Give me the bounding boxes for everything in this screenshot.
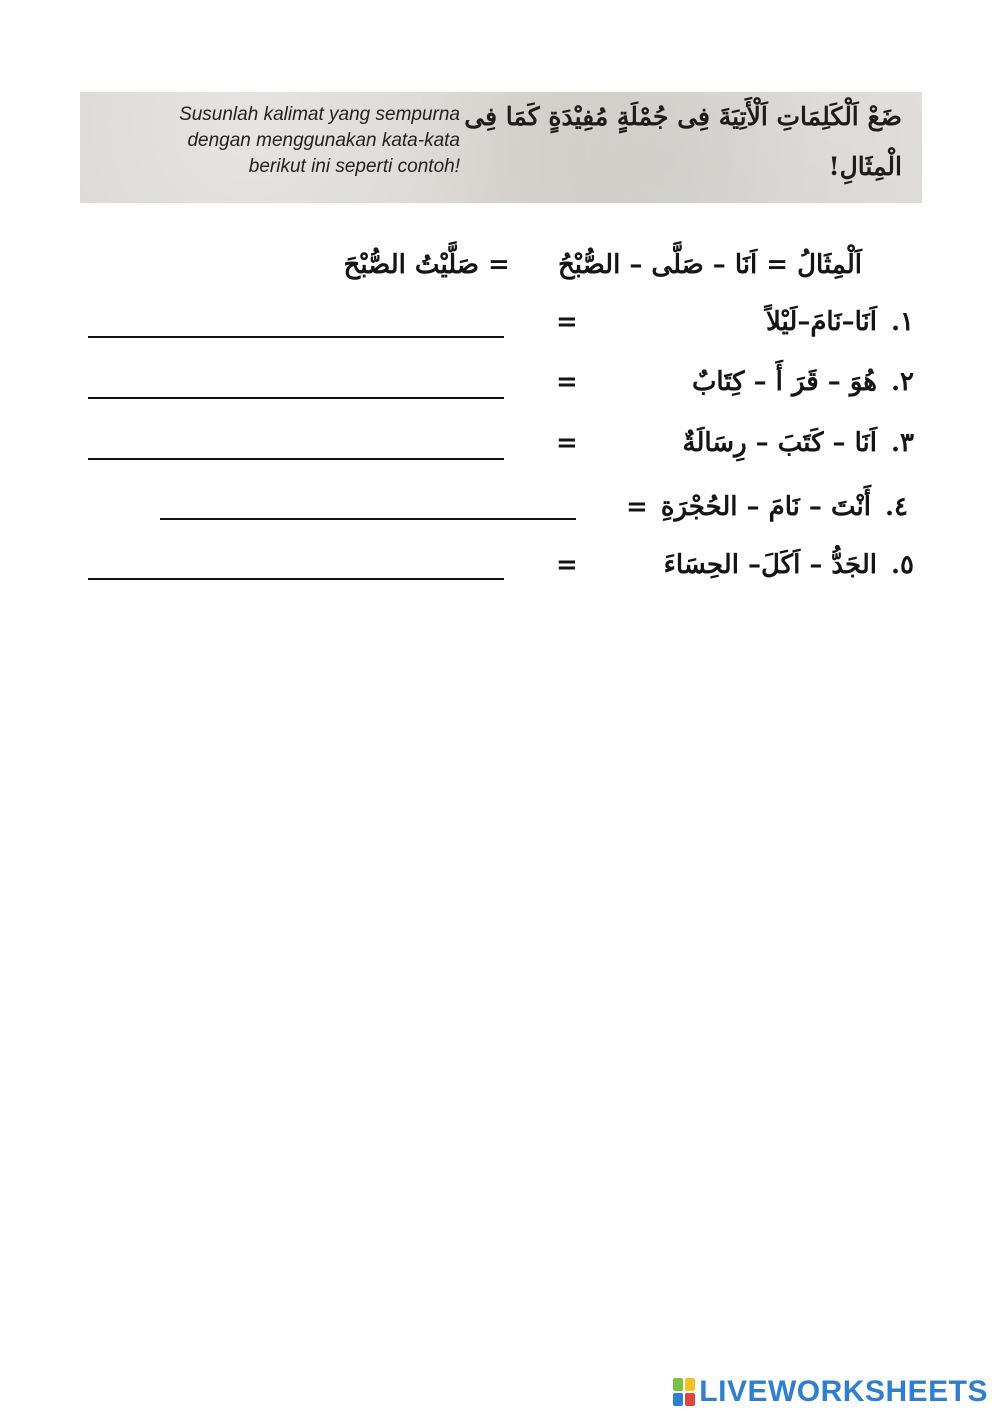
instruction-indonesian-line-2: dengan menggunakan kata-kata	[187, 130, 460, 151]
exercise-3-number: ٣.	[890, 428, 914, 458]
exercise-5-prompt	[664, 540, 914, 590]
example-row	[344, 240, 862, 290]
exercise-2-equals: =	[556, 367, 578, 397]
exercise-4-prompt	[661, 482, 908, 532]
exercise-4-equals: =	[626, 492, 648, 522]
exercise-3-answer-line[interactable]	[88, 458, 504, 460]
exercise-2-answer-line[interactable]	[88, 397, 504, 399]
instruction-indonesian	[100, 102, 460, 180]
example-answer: صَلَّيْتُ الصُّبْحَ	[343, 250, 479, 280]
instruction-arabic-line-2: الْمِثَالِ!	[828, 152, 902, 181]
exercise-1-words: اَنَا–نَامَ–لَيْلاً	[766, 307, 877, 337]
exercise-1-equals: =	[556, 307, 578, 337]
example-words: اَنَا – صَلَّى – الصُّبْحُ	[557, 250, 758, 280]
exercise-3-equals: =	[556, 428, 578, 458]
instruction-arabic-line-1: ضَعْ اَلْكَلِمَاتِ اَلْأَتِيَةَ فِى جُمْلَةٍ مُفِيْدَةٍ كَمَا فِى	[464, 102, 902, 131]
exercise-2-words: هُوَ – قَرَ أَ – كِتَابٌ	[691, 367, 877, 397]
exercise-5-words: الجَدُّ – اَكَلَ– الحِسَاءَ	[663, 550, 877, 580]
instruction-arabic	[464, 92, 902, 192]
exercise-5-equals: =	[556, 550, 578, 580]
example-equals-1: =	[766, 250, 789, 280]
exercise-1-number: ١.	[890, 307, 914, 337]
exercise-4-answer-line[interactable]	[160, 518, 576, 520]
exercise-1-prompt	[766, 297, 914, 347]
exercise-3-prompt	[683, 418, 915, 468]
exercise-3-words: اَنَا – كَتَبَ – رِسَالَةٌ	[682, 428, 877, 458]
exercise-5-number: ٥.	[890, 550, 914, 580]
instruction-indonesian-line-3: berikut ini seperti contoh!	[248, 156, 460, 177]
liveworksheets-mark-icon	[673, 1378, 695, 1406]
exercise-2-prompt	[692, 357, 914, 407]
exercise-2-number: ٢.	[890, 367, 914, 397]
exercise-4-words: أَنْتَ – نَامَ – الحُجْرَةِ	[660, 492, 871, 522]
exercise-1-answer-line[interactable]	[88, 336, 504, 338]
logo-text: LIVEWORKSHEETS	[699, 1375, 988, 1408]
instruction-indonesian-line-1: Susunlah kalimat yang sempurna	[179, 104, 460, 125]
exercise-5-answer-line[interactable]	[88, 578, 504, 580]
example-label: اَلْمِثَالُ	[797, 250, 862, 280]
example-equals-2: =	[488, 250, 510, 280]
liveworksheets-logo[interactable]	[673, 1374, 988, 1410]
exercise-4-number: ٤.	[884, 492, 908, 522]
